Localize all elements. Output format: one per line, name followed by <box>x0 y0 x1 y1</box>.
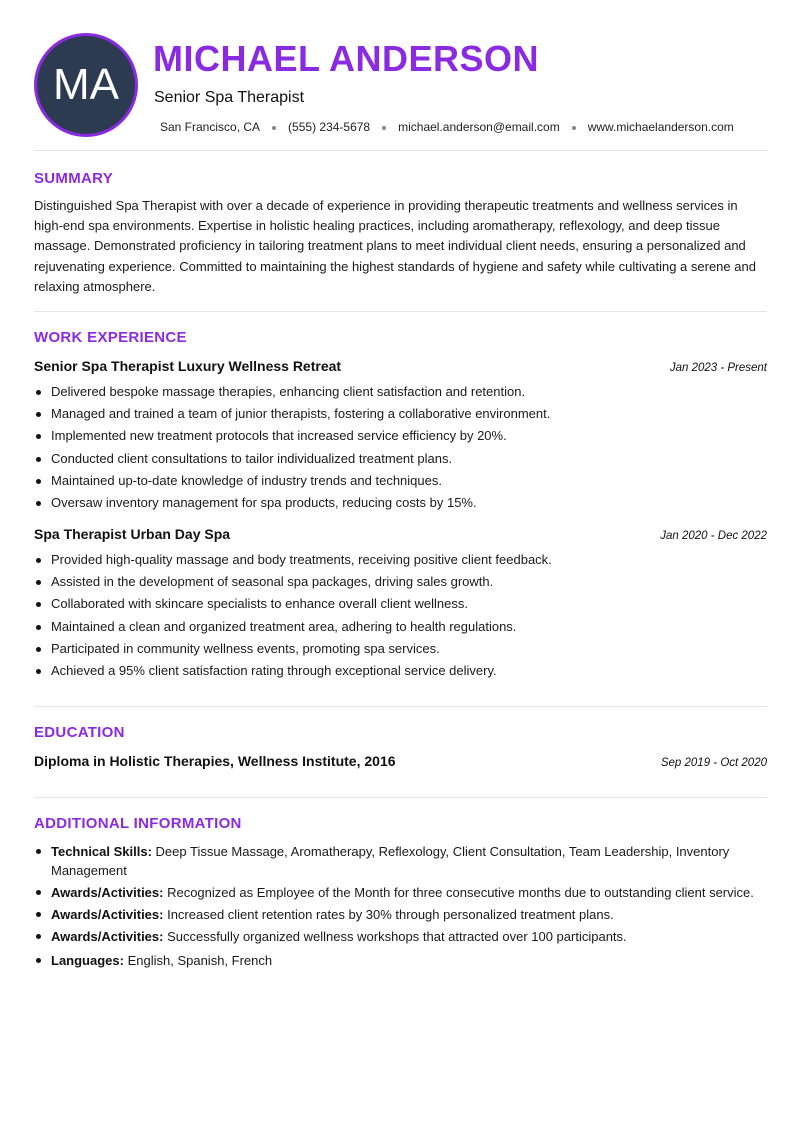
item-label: Awards/Activities: <box>51 885 164 900</box>
experience-heading: WORK EXPERIENCE <box>34 329 187 346</box>
job-header <box>34 526 767 542</box>
list-item: Maintained a clean and organized treatment area, adhering to health regulations. <box>34 616 767 638</box>
list-item: Participated in community wellness events, promoting spa services. <box>34 638 767 660</box>
job-dates: Jan 2020 - Dec 2022 <box>660 530 767 542</box>
list-item <box>34 927 764 946</box>
list-item: Collaborated with skincare specialists to enhance overall client wellness. <box>34 593 767 615</box>
job-bullets <box>34 549 767 682</box>
separator-dot <box>572 126 576 130</box>
education-heading: EDUCATION <box>34 724 125 741</box>
contact-location: San Francisco, CA <box>160 120 261 134</box>
list-item: Conducted client consultations to tailor individualized treatment plans. <box>34 448 767 470</box>
education-degree: Diploma in Holistic Therapies, Wellness Institute, 2016 <box>34 753 396 769</box>
separator-dot <box>272 126 276 130</box>
item-label: Languages: <box>51 953 124 968</box>
list-item: Achieved a 95% client satisfaction rating through exceptional service delivery. <box>34 660 767 682</box>
item-text: Successfully organized wellness workshops that attracted over 100 participants. <box>163 929 627 944</box>
contact-website[interactable]: www.michaelanderson.com <box>587 120 734 134</box>
education-dates: Sep 2019 - Oct 2020 <box>660 757 767 769</box>
divider <box>34 150 767 151</box>
list-item: Maintained up-to-date knowledge of industry trends and techniques. <box>34 470 767 492</box>
summary-heading: SUMMARY <box>34 170 114 187</box>
job-title: Senior Spa Therapist <box>154 89 305 106</box>
item-text: Deep Tissue Massage, Aromatherapy, Reflexology, Client Consultation, Team Leadership, Inventory Management <box>51 844 730 878</box>
item-label: Technical Skills: <box>51 844 152 859</box>
contact-email[interactable]: michael.anderson@email.com <box>398 120 560 134</box>
divider <box>34 311 767 312</box>
list-item: Managed and trained a team of junior therapists, fostering a collaborative environment. <box>34 403 767 425</box>
item-text: Recognized as Employee of the Month for three consecutive months due to outstanding client service. <box>163 885 754 900</box>
item-label: Awards/Activities: <box>51 907 164 922</box>
item-label: Awards/Activities: <box>51 929 164 944</box>
contact-phone: (555) 234-5678 <box>288 120 371 134</box>
list-item: Delivered bespoke massage therapies, enhancing client satisfaction and retention. <box>34 381 767 403</box>
item-text: Increased client retention rates by 30% through personalized treatment plans. <box>163 907 614 922</box>
avatar-initials: MA <box>53 60 119 109</box>
job-title-company: Senior Spa Therapist Luxury Wellness Retreat <box>34 358 342 374</box>
additional-list <box>34 842 764 973</box>
list-item <box>34 951 764 970</box>
item-text: English, Spanish, French <box>123 953 273 968</box>
summary-text: Distinguished Spa Therapist with over a decade of experience in providing therapeutic treatments and wellness services in high-end spa environments. Expertise in holistic healing practices, including aromatherapy, reflexology, and deep tissue massage. Demonstrated proficiency in tailoring treatment plans to meet individual client needs, ensuring a personalized and rejuvenating experience. Committed to maintaining the highest standards of hygiene and safety while cultivating a serene and relaxing atmosphere. <box>34 198 756 294</box>
list-item: Implemented new treatment protocols that increased service efficiency by 20%. <box>34 425 767 447</box>
job-header <box>34 358 767 374</box>
additional-heading: ADDITIONAL INFORMATION <box>34 815 242 832</box>
list-item: Assisted in the development of seasonal spa packages, driving sales growth. <box>34 571 767 593</box>
contact-line <box>160 120 734 134</box>
education-row <box>34 753 767 769</box>
list-item <box>34 883 764 902</box>
job-bullets <box>34 381 767 514</box>
job-dates: Jan 2023 - Present <box>669 362 767 374</box>
job-title-company: Spa Therapist Urban Day Spa <box>34 526 231 542</box>
separator-dot <box>382 126 386 130</box>
list-item: Provided high-quality massage and body treatments, receiving positive client feedback. <box>34 549 767 571</box>
list-item: Oversaw inventory management for spa products, reducing costs by 15%. <box>34 492 767 514</box>
candidate-name: MICHAEL ANDERSON <box>153 38 540 79</box>
divider <box>34 797 767 798</box>
list-item <box>34 905 764 924</box>
list-item <box>34 842 764 880</box>
avatar <box>34 33 138 137</box>
divider <box>34 706 767 707</box>
